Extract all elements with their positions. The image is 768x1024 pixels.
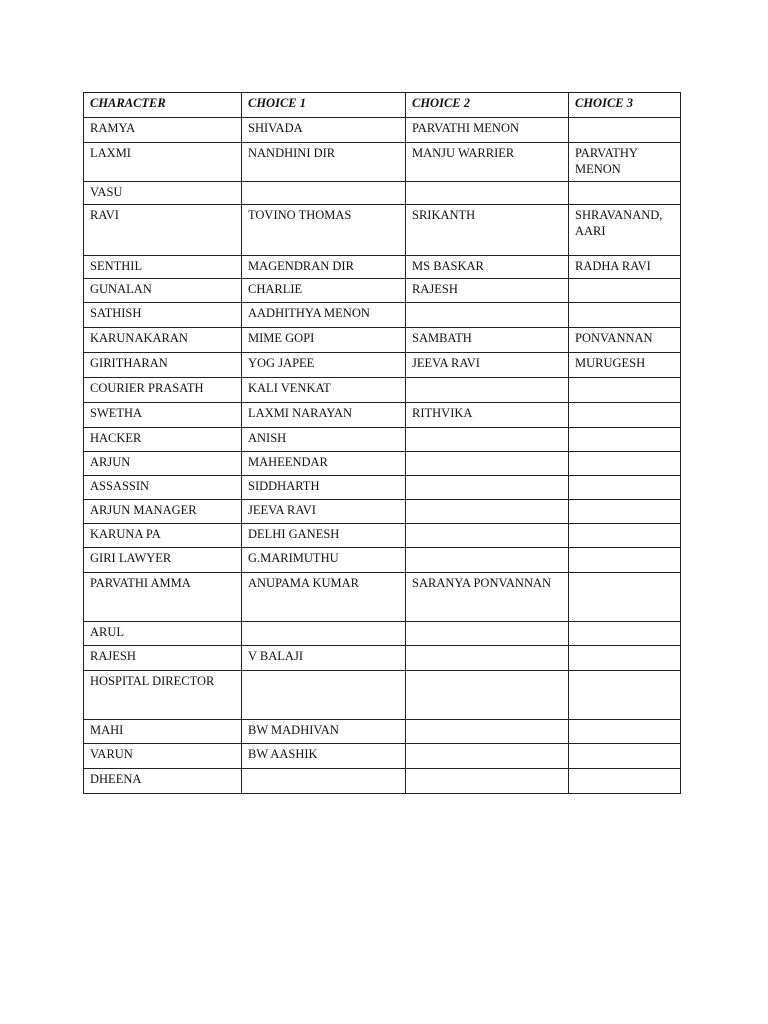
- cell-character: SATHISH: [84, 303, 242, 328]
- cell-character: MAHI: [84, 720, 242, 744]
- cell-choice-1: SIDDHARTH: [242, 476, 406, 500]
- cell-choice-1: MAHEENDAR: [242, 452, 406, 476]
- table-row: [84, 328, 681, 353]
- cell-choice-1: ANISH: [242, 428, 406, 452]
- cell-choice-2: [406, 378, 569, 403]
- cell-choice-2: [406, 182, 569, 205]
- cell-choice-2: RITHVIKA: [406, 403, 569, 428]
- header-choice-1: CHOICE 1: [242, 93, 406, 118]
- cell-character: GUNALAN: [84, 279, 242, 303]
- table-row: [84, 500, 681, 524]
- table-row: [84, 573, 681, 622]
- cell-character: KARUNA PA: [84, 524, 242, 548]
- cell-choice-3: [569, 622, 681, 646]
- cell-character: HOSPITAL DIRECTOR: [84, 671, 242, 720]
- cell-character: VASU: [84, 182, 242, 205]
- cell-choice-3: [569, 744, 681, 769]
- table-row: [84, 646, 681, 671]
- cell-choice-1: BW MADHIVAN: [242, 720, 406, 744]
- table-row: [84, 182, 681, 205]
- table-row: [84, 256, 681, 279]
- table-row: [84, 769, 681, 794]
- cell-choice-1: CHARLIE: [242, 279, 406, 303]
- cell-choice-1: LAXMI NARAYAN: [242, 403, 406, 428]
- table-row: [84, 548, 681, 573]
- cell-choice-1: [242, 182, 406, 205]
- cell-choice-3: [569, 378, 681, 403]
- header-choice-2: CHOICE 2: [406, 93, 569, 118]
- table-row: [84, 524, 681, 548]
- cell-choice-1: JEEVA RAVI: [242, 500, 406, 524]
- cell-choice-3: [569, 671, 681, 720]
- table-row: [84, 476, 681, 500]
- cell-choice-3: PARVATHY MENON: [569, 143, 681, 182]
- table-row: [84, 428, 681, 452]
- cell-choice-2: [406, 769, 569, 794]
- cell-choice-3: [569, 476, 681, 500]
- cell-choice-3: [569, 646, 681, 671]
- cell-character: GIRI LAWYER: [84, 548, 242, 573]
- cell-choice-3: MURUGESH: [569, 353, 681, 378]
- cell-choice-3: [569, 500, 681, 524]
- cell-choice-3: [569, 573, 681, 622]
- cell-choice-2: [406, 428, 569, 452]
- cell-choice-3: [569, 720, 681, 744]
- cell-choice-1: SHIVADA: [242, 118, 406, 143]
- cell-choice-2: [406, 744, 569, 769]
- cell-choice-2: SAMBATH: [406, 328, 569, 353]
- cell-character: RAVI: [84, 205, 242, 256]
- table-body: [84, 118, 681, 794]
- cell-choice-1: [242, 769, 406, 794]
- table-row: [84, 143, 681, 182]
- cell-choice-1: NANDHINI DIR: [242, 143, 406, 182]
- cell-choice-3: [569, 303, 681, 328]
- cell-character: HACKER: [84, 428, 242, 452]
- cell-choice-1: AADHITHYA MENON: [242, 303, 406, 328]
- cell-choice-1: MIME GOPI: [242, 328, 406, 353]
- cell-character: GIRITHARAN: [84, 353, 242, 378]
- cell-choice-2: JEEVA RAVI: [406, 353, 569, 378]
- cell-choice-1: V BALAJI: [242, 646, 406, 671]
- table-row: [84, 452, 681, 476]
- cell-choice-3: [569, 769, 681, 794]
- cell-character: LAXMI: [84, 143, 242, 182]
- cell-choice-1: BW AASHIK: [242, 744, 406, 769]
- cell-choice-1: YOG JAPEE: [242, 353, 406, 378]
- cell-character: KARUNAKARAN: [84, 328, 242, 353]
- table-row: [84, 118, 681, 143]
- header-choice-3: CHOICE 3: [569, 93, 681, 118]
- cell-choice-3: [569, 182, 681, 205]
- cell-choice-2: [406, 646, 569, 671]
- table-row: [84, 303, 681, 328]
- cell-character: DHEENA: [84, 769, 242, 794]
- cell-character: ASSASSIN: [84, 476, 242, 500]
- cell-choice-2: MS BASKAR: [406, 256, 569, 279]
- cell-choice-3: RADHA RAVI: [569, 256, 681, 279]
- cell-choice-1: MAGENDRAN DIR: [242, 256, 406, 279]
- cell-choice-3: [569, 428, 681, 452]
- header-row: [84, 93, 681, 118]
- cell-choice-3: [569, 548, 681, 573]
- table-row: [84, 671, 681, 720]
- cell-choice-2: [406, 720, 569, 744]
- cell-character: SENTHIL: [84, 256, 242, 279]
- cell-choice-3: [569, 279, 681, 303]
- table-row: [84, 720, 681, 744]
- cell-choice-2: [406, 622, 569, 646]
- cell-choice-1: [242, 622, 406, 646]
- cell-character: VARUN: [84, 744, 242, 769]
- cell-character: ARUL: [84, 622, 242, 646]
- cell-choice-1: KALI VENKAT: [242, 378, 406, 403]
- cell-choice-2: [406, 500, 569, 524]
- table-row: [84, 622, 681, 646]
- table-row: [84, 744, 681, 769]
- cell-choice-2: [406, 671, 569, 720]
- cell-character: ARJUN MANAGER: [84, 500, 242, 524]
- cell-choice-1: [242, 671, 406, 720]
- table-row: [84, 378, 681, 403]
- table-row: [84, 205, 681, 256]
- cell-choice-3: [569, 403, 681, 428]
- cell-choice-1: DELHI GANESH: [242, 524, 406, 548]
- cell-choice-1: G.MARIMUTHU: [242, 548, 406, 573]
- cell-choice-2: SARANYA PONVANNAN: [406, 573, 569, 622]
- cell-choice-2: SRIKANTH: [406, 205, 569, 256]
- cell-choice-3: [569, 524, 681, 548]
- cell-character: RAJESH: [84, 646, 242, 671]
- cell-choice-2: [406, 452, 569, 476]
- cell-choice-1: ANUPAMA KUMAR: [242, 573, 406, 622]
- table-row: [84, 403, 681, 428]
- cell-character: PARVATHI AMMA: [84, 573, 242, 622]
- cell-character: SWETHA: [84, 403, 242, 428]
- cell-choice-3: PONVANNAN: [569, 328, 681, 353]
- table-row: [84, 353, 681, 378]
- cell-character: COURIER PRASATH: [84, 378, 242, 403]
- cell-choice-2: [406, 524, 569, 548]
- cell-choice-2: PARVATHI MENON: [406, 118, 569, 143]
- cell-character: RAMYA: [84, 118, 242, 143]
- cell-choice-1: TOVINO THOMAS: [242, 205, 406, 256]
- cell-character: ARJUN: [84, 452, 242, 476]
- cell-choice-2: [406, 303, 569, 328]
- header-character: CHARACTER: [84, 93, 242, 118]
- cell-choice-2: MANJU WARRIER: [406, 143, 569, 182]
- cast-table: [83, 92, 681, 794]
- cell-choice-2: [406, 476, 569, 500]
- table-row: [84, 279, 681, 303]
- cell-choice-2: [406, 548, 569, 573]
- cell-choice-3: [569, 452, 681, 476]
- cell-choice-3: [569, 118, 681, 143]
- cell-choice-3: SHRAVANAND, AARI: [569, 205, 681, 256]
- cell-choice-2: RAJESH: [406, 279, 569, 303]
